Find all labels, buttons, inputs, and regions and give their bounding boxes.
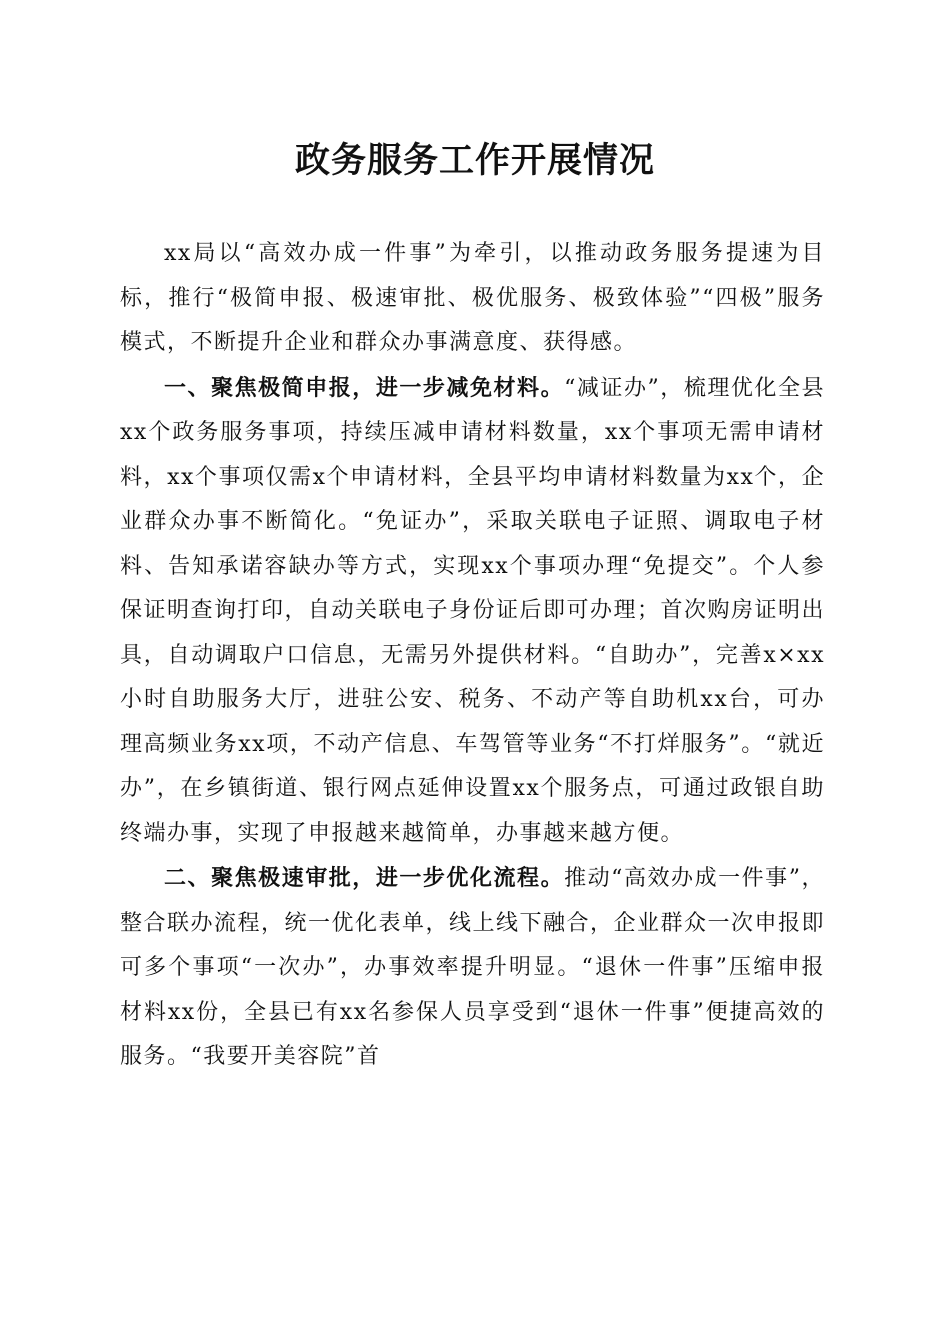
paragraph-text: “减证办”，梳理优化全县xx个政务服务事项，持续压减申请材料数量，xx个事项无需申请材料，xx个事项仅需x个申请材料，全县平均申请材料数量为xx个，企业群众办事不断简化。“免证办”，采取关联电子证照、调取电子材料、告知承诺容缺办等方式，实现xx个事项办理“免提交”。个人参保证明查询打印，自动关联电子身份证后即可办理；首次购房证明出具，自动调取户口信息，无需另外提供材料。“自助办”，完善x×xx小时自助服务大厅，进驻公安、税务、不动产等自助机xx台，可办理高频业务xx项，不动产信息、车驾管等业务“不打烊服务”。“就近办”，在乡镇街道、银行网点延伸设置xx个服务点，可通过政银自助终端办事，实现了申报越来越简单，办事越来越方便。 <box>120 375 826 846</box>
document-body <box>120 232 825 1080</box>
paragraph-section-2 <box>120 856 825 1080</box>
paragraph-intro <box>120 232 825 366</box>
paragraph-section-1 <box>120 366 825 857</box>
section-heading: 一、聚焦极简申报，进一步减免材料。 <box>164 374 565 401</box>
paragraph-text: 推动“高效办成一件事”，整合联办流程，统一优化表单，线上线下融合，企业群众一次申报即可多个事项“一次办”，办事效率提升明显。“退休一件事”压缩申报材料xx份，全县已有xx名参保人员享受到“退休一件事”便捷高效的服务。“我要开美容院”首 <box>120 866 826 1069</box>
document-title: 政务服务工作开展情况 <box>294 140 655 181</box>
paragraph-text: xx局以“高效办成一件事”为牵引，以推动政务服务提速为目标，推行“极简申报、极速审批、极优服务、极致体验”“四极”服务模式，不断提升企业和群众办事满意度、获得感。 <box>120 241 825 355</box>
section-heading: 二、聚焦极速审批，进一步优化流程。 <box>164 865 565 891</box>
